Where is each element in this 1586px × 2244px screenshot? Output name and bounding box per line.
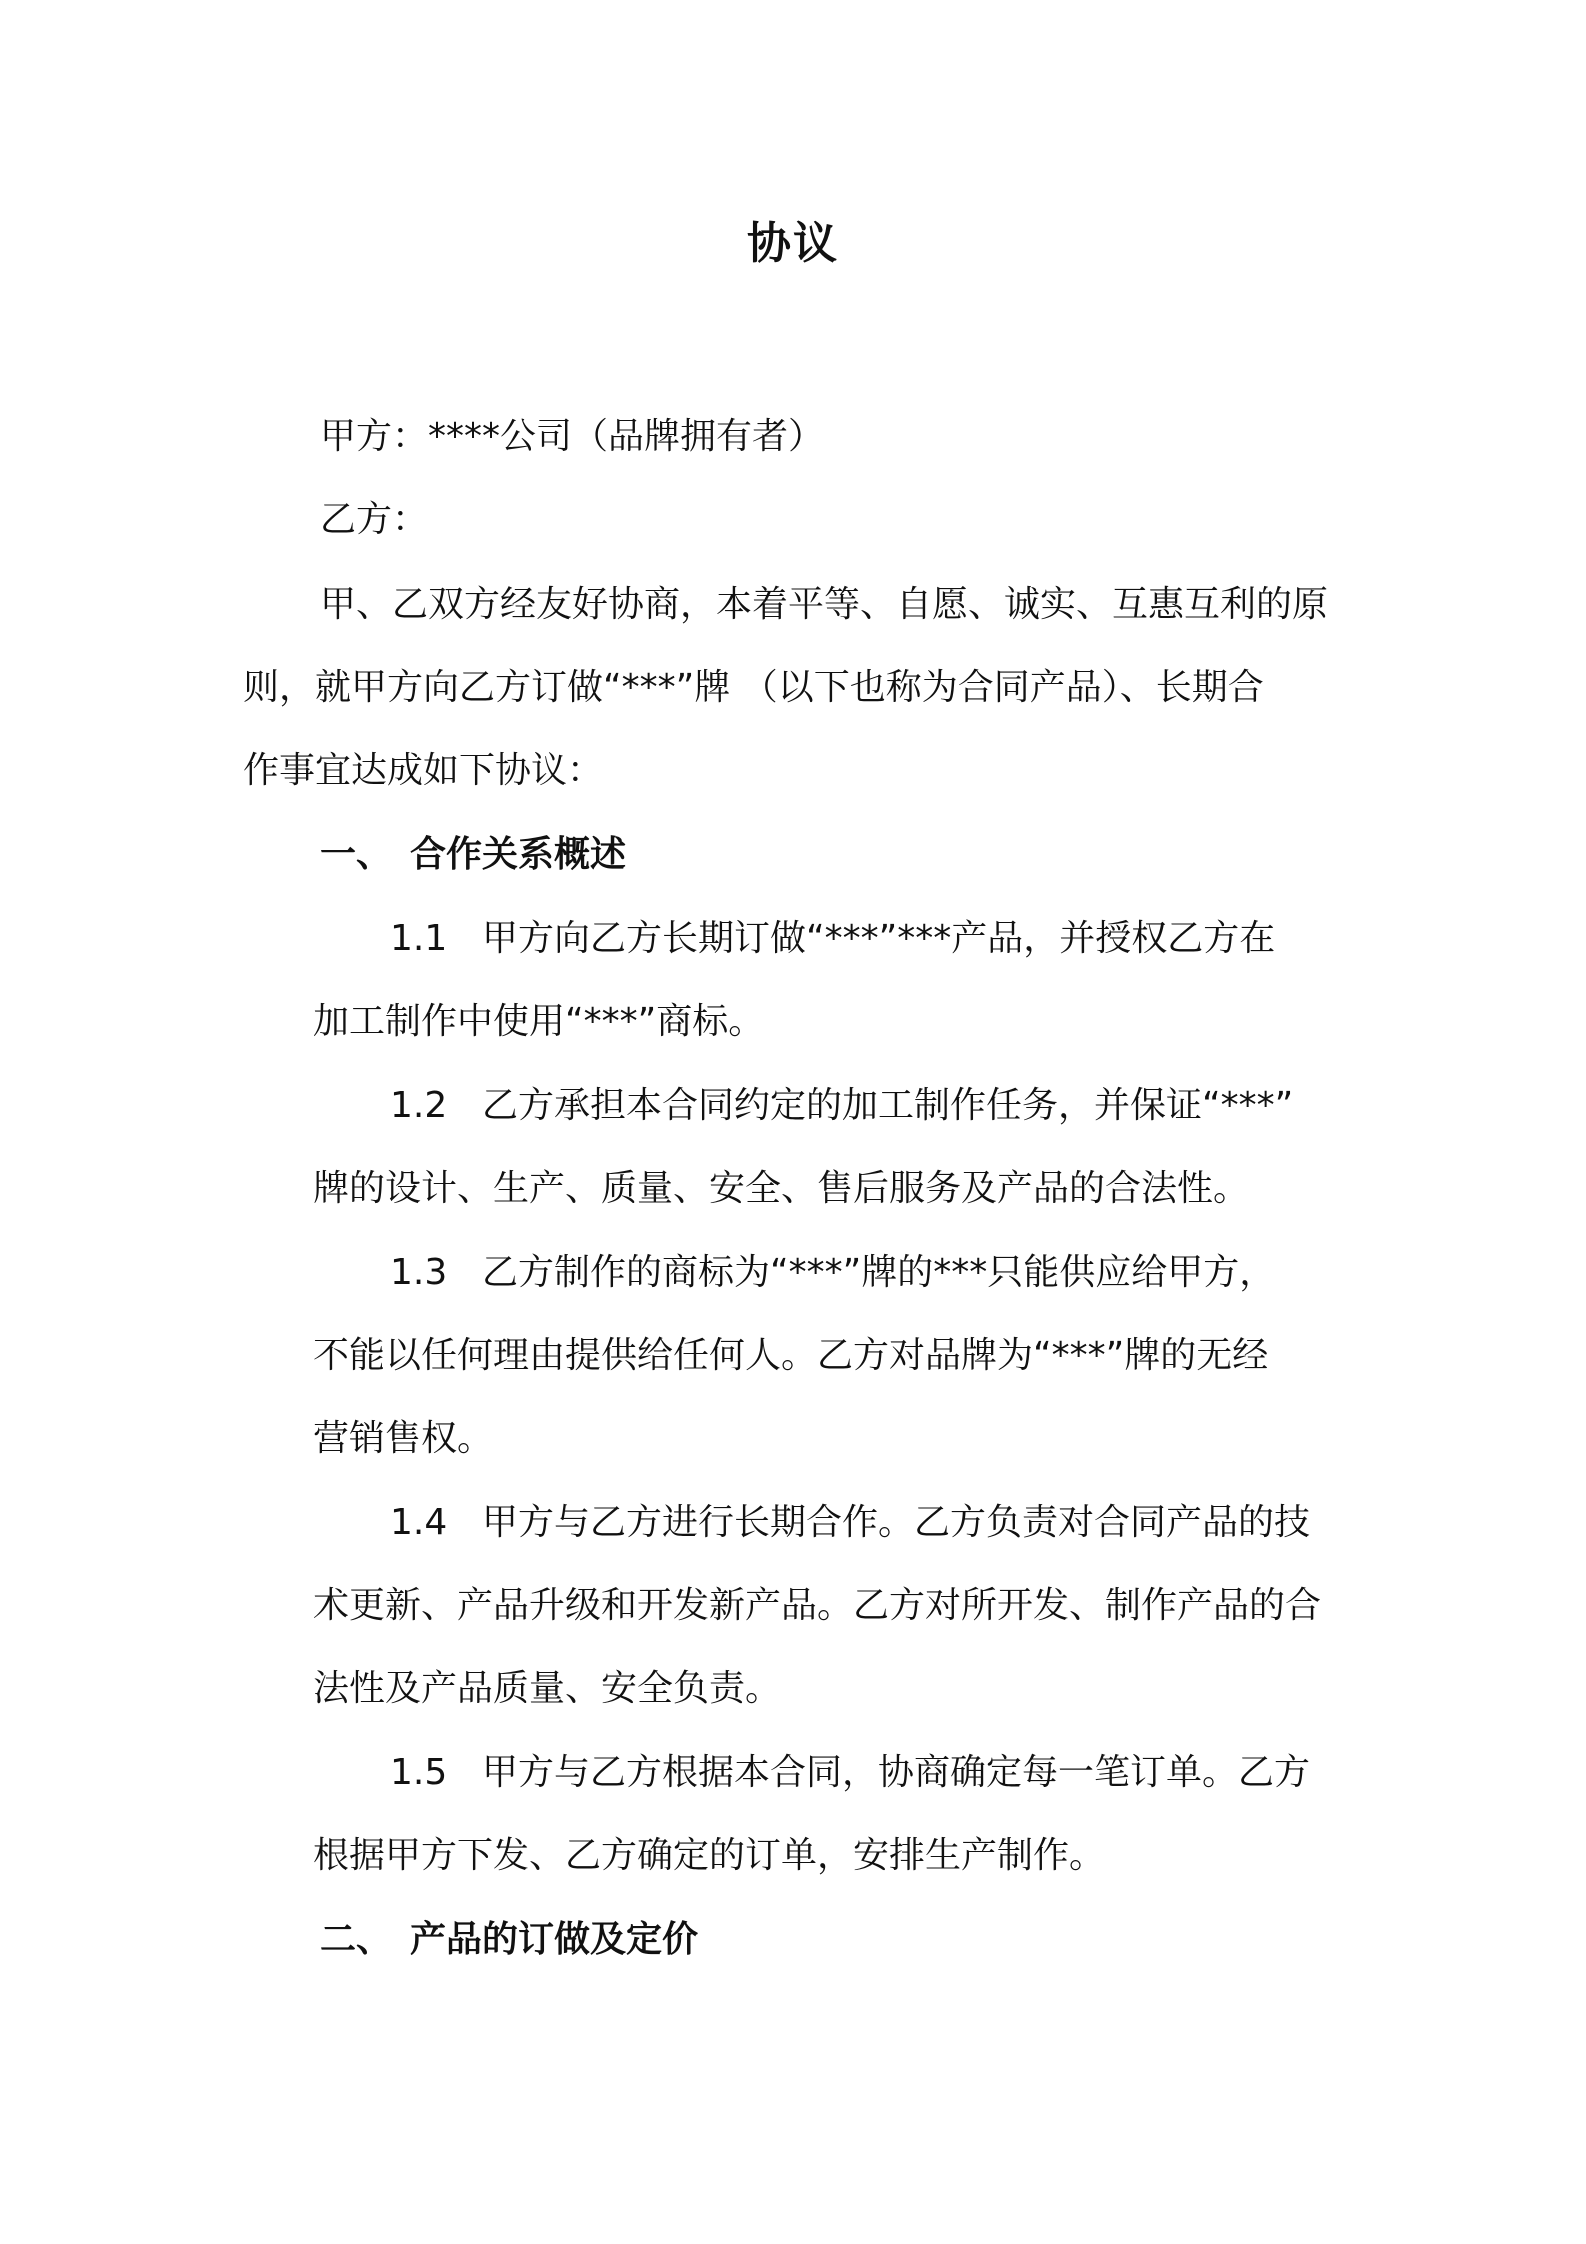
- party-a-line: 甲方：****公司（品牌拥有者）: [320, 416, 825, 457]
- clause-1-5-line-1: 甲方与乙方根据本合同，协商确定每一笔订单。乙方: [482, 1752, 1311, 1793]
- clause-1-3-line-1: 乙方制作的商标为“***”牌的***只能供应给甲方，: [482, 1252, 1276, 1293]
- party-b-line: 乙方：: [320, 499, 429, 540]
- clause-1-4-line-2: 术更新、产品升级和开发新产品。乙方对所开发、制作产品的合: [313, 1585, 1322, 1626]
- clause-1-3-line-2: 不能以任何理由提供给任何人。乙方对品牌为“***”牌的无经: [313, 1335, 1269, 1376]
- clause-1-2-line-1: 乙方承担本合同约定的加工制作任务，并保证“***”: [482, 1085, 1294, 1126]
- intro-line-1: 甲、乙双方经友好协商，本着平等、自愿、诚实、互惠互利的原: [320, 584, 1329, 625]
- clause-1-4-number: 1.4: [390, 1502, 448, 1543]
- section-1-title: 合作关系概述: [410, 834, 627, 875]
- section-1-number: 一、: [320, 834, 393, 875]
- clause-1-1-line-1: 甲方向乙方长期订做“***”***产品，并授权乙方在: [482, 918, 1276, 959]
- clause-1-3-number: 1.3: [390, 1252, 448, 1293]
- clause-1-1-line-2: 加工制作中使用“***”商标。: [313, 1001, 765, 1042]
- clause-1-4-line-3: 法性及产品质量、安全负责。: [313, 1668, 782, 1709]
- document-title: 协议: [747, 218, 839, 269]
- clause-1-2-number: 1.2: [390, 1085, 448, 1126]
- intro-line-2: 则，就甲方向乙方订做“***”牌 （以下也称为合同产品）、长期合: [243, 667, 1264, 708]
- clause-1-5-line-2: 根据甲方下发、乙方确定的订单，安排生产制作。: [313, 1835, 1106, 1876]
- clause-1-1-number: 1.1: [390, 918, 448, 959]
- clause-1-3-line-3: 营销售权。: [313, 1418, 494, 1459]
- clause-1-5-number: 1.5: [390, 1752, 448, 1793]
- section-2-number: 二、: [320, 1919, 393, 1960]
- section-2-title: 产品的订做及定价: [410, 1919, 699, 1960]
- clause-1-4-line-1: 甲方与乙方进行长期合作。乙方负责对合同产品的技: [482, 1502, 1311, 1543]
- intro-line-3: 作事宜达成如下协议：: [243, 750, 604, 791]
- clause-1-2-line-2: 牌的设计、生产、质量、安全、售后服务及产品的合法性。: [313, 1168, 1250, 1209]
